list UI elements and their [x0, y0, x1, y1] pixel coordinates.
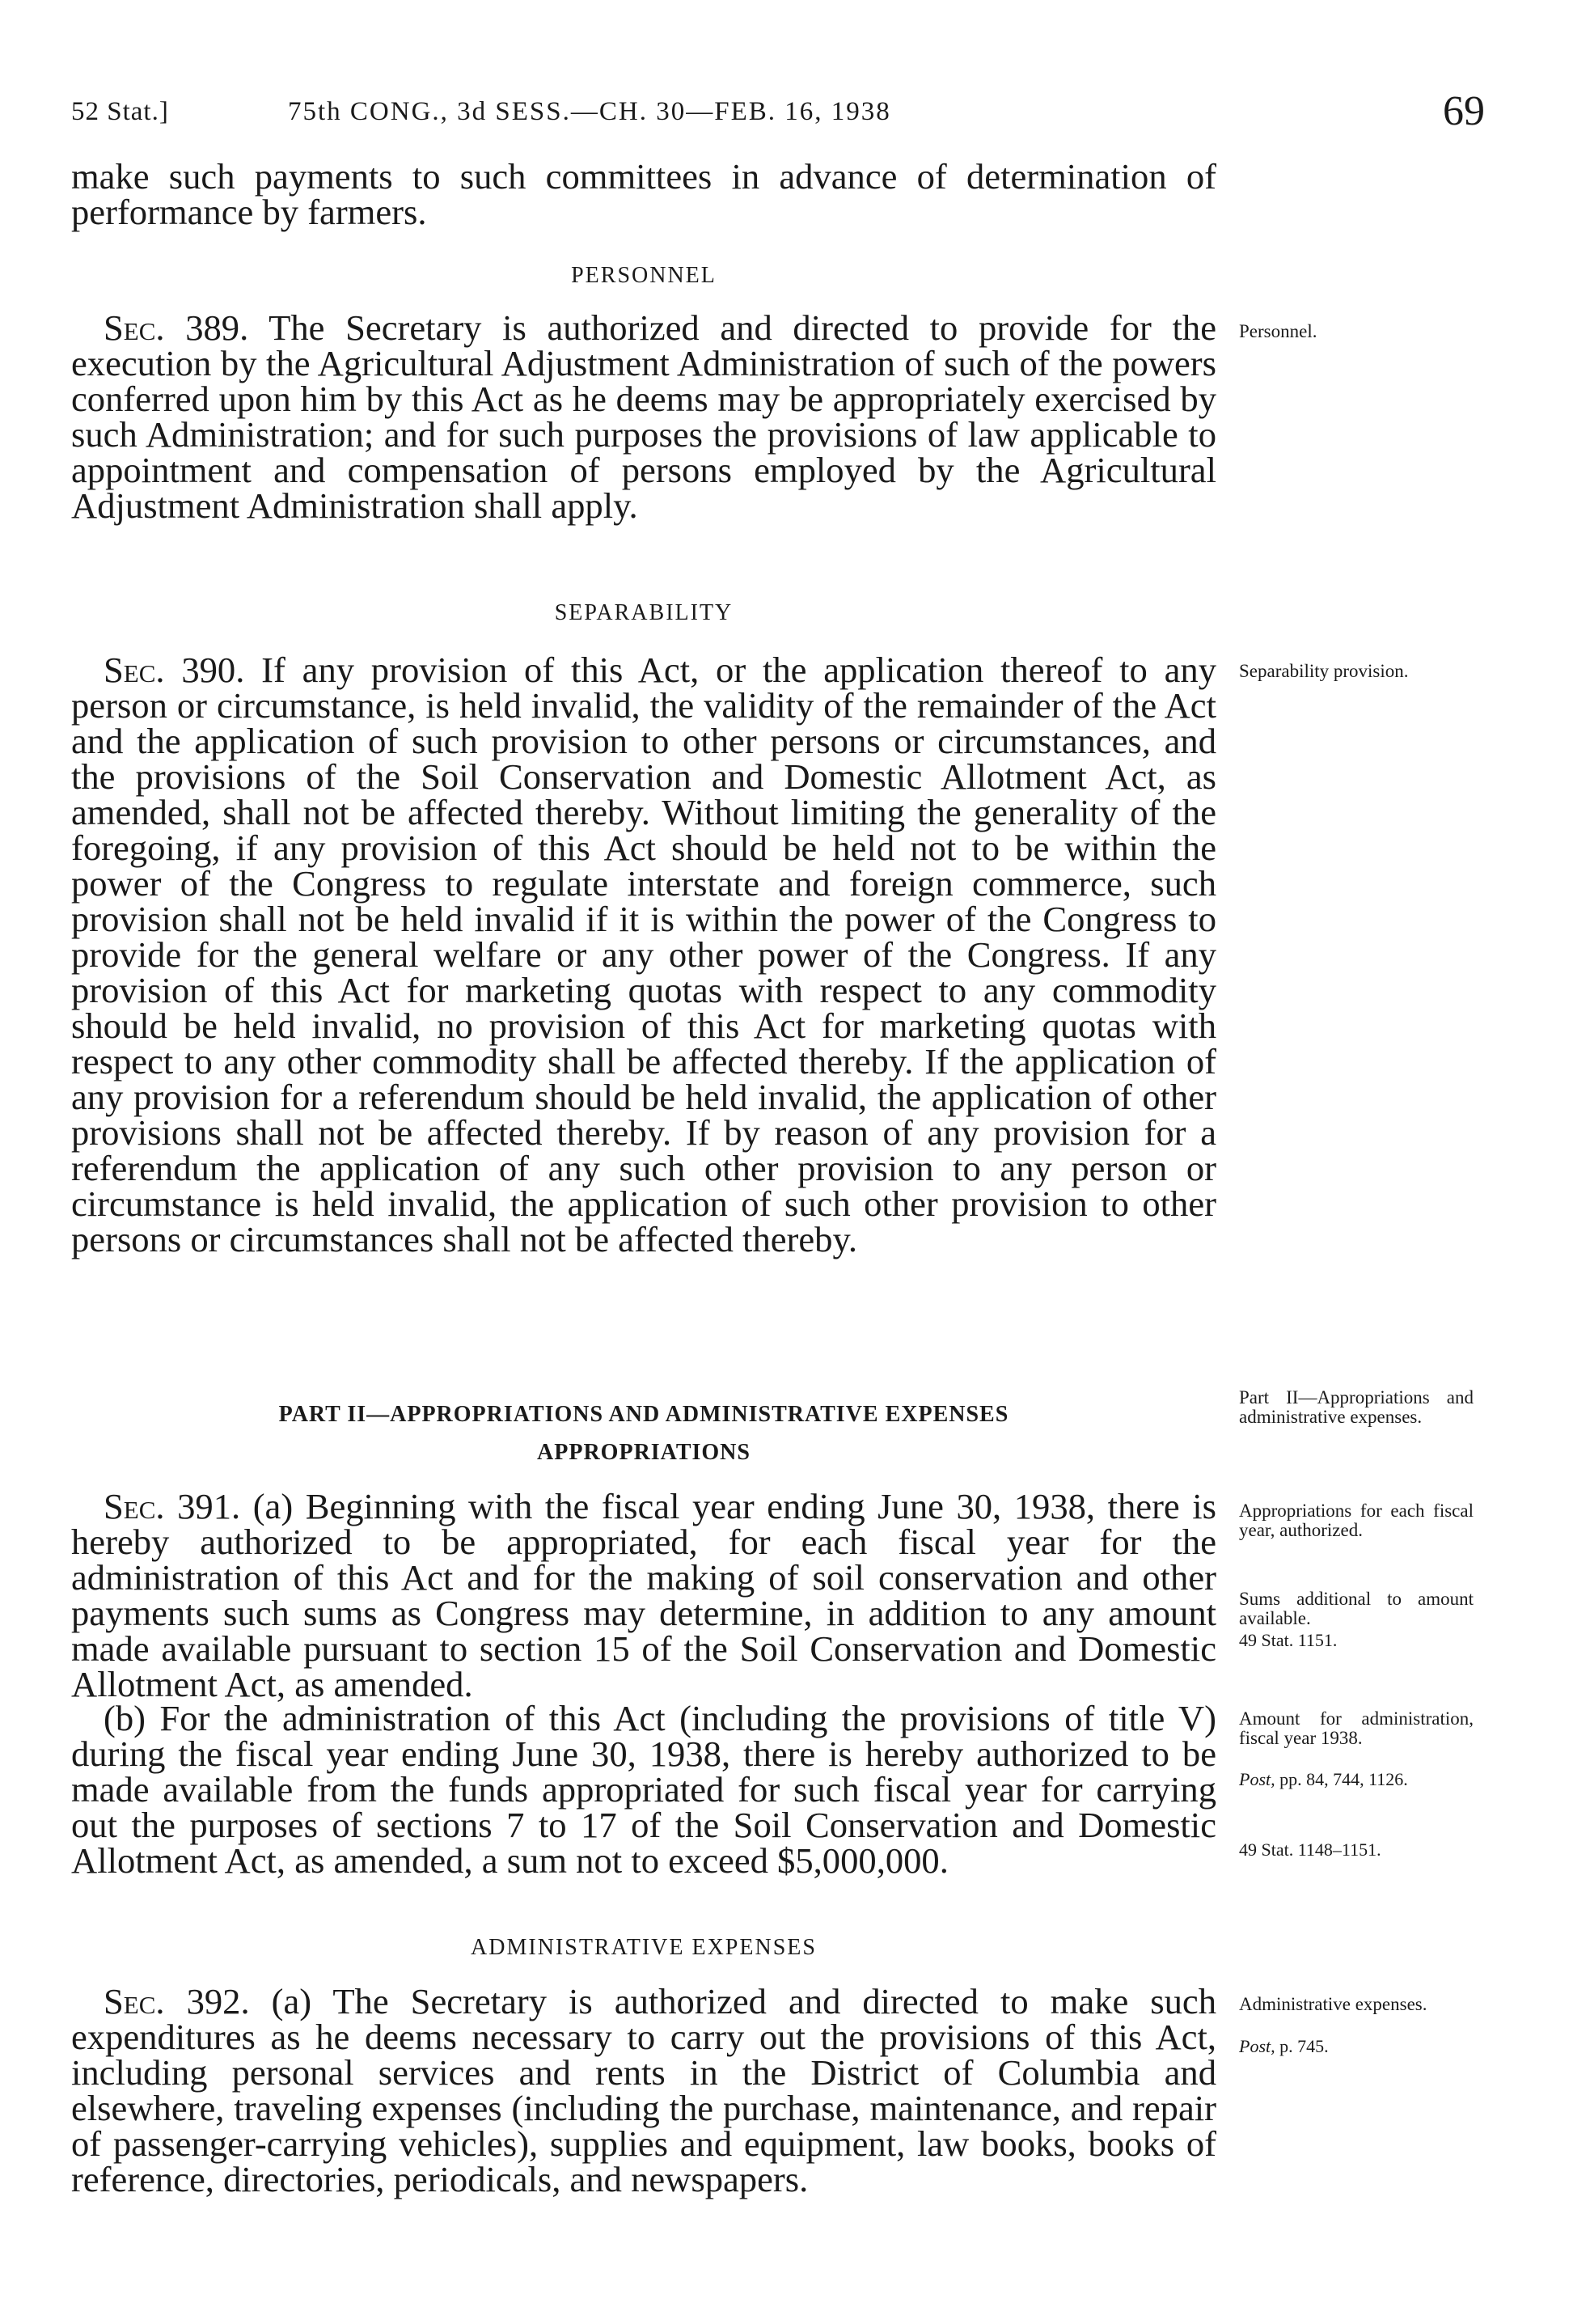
page-number: 69 — [1443, 88, 1485, 134]
admin-expenses-heading: ADMINISTRATIVE EXPENSES — [471, 1935, 817, 1960]
sec-391-a-paragraph — [71, 1488, 1216, 1702]
sec-391-b-paragraph: (b) For the administration of this Act (including the provisions of title V) during the fiscal year ending June 30, 1938, there is hereby authorized to be made available from the funds appropriated for such fiscal year for carrying out the purposes of sections 7 to 17 of the Soil Conservation and Domestic Allotment Act, as amended, a sum not to exceed $5,000,000. — [71, 1698, 1216, 1881]
citation-49-stat-1148-1151: 49 Stat. 1148–1151. — [1239, 1839, 1381, 1860]
margin-note-personnel: Personnel. — [1239, 321, 1317, 341]
statute-volume: 52 Stat.] — [71, 97, 169, 126]
sec-389-text: The Secretary is authorized and directed to provide for the execution by the Agricultural Adjustment Administration of such of the powers conferred upon him by this Act as he deems may be appropriately exercised by such Administration; and for such purposes the provisions of law applicable to appointment and compensation of persons employed by the Agricultural Adjustment Administration shall apply. — [71, 307, 1217, 526]
intro-paragraph: make such payments to such committees in advance of determination of performance by farmers. — [71, 156, 1216, 232]
sec-390-label: Sec. 390. — [104, 650, 245, 690]
citation-post-label: Post, — [1239, 1769, 1275, 1789]
margin-note-amount-administration: Amount for administration, fiscal year 1938. — [1239, 1708, 1474, 1748]
citation-post-pages-text: pp. 84, 744, 1126. — [1279, 1769, 1408, 1789]
margin-note-separability: Separability provision. — [1239, 661, 1409, 681]
citation-49-stat-1151: 49 Stat. 1151. — [1239, 1630, 1338, 1650]
separability-heading: SEPARABILITY — [554, 600, 734, 625]
sec-390-text: If any provision of this Act, or the application thereof to any person or circumstance, is held invalid, the validity of the remainder of the Act and the application of such provision to other persons or circumstances, and the provisions of the Soil Conservation and Domestic Allotment Act, as amended, shall not be affected thereby. Without limiting the generality of the foregoing, if any provision of this Act should be held not to be within the power of the Congress to regulate interstate and foreign commerce, such provision shall not be held invalid if it is within the power of the Congress to provide for the general welfare or any other power of the Congress. If any provision of this Act for marketing quotas with respect to any commodity should be held invalid, no provision of this Act for marketing quotas with respect to any other commodity shall be affected thereby. If the application of any provision for a referendum should be held invalid, the application of other provisions shall not be affected thereby. If by reason of any provision for a referendum the application of any such other provision to any person or circumstance is held invalid, the application of such other provision to other persons or circumstances shall not be affected thereby. — [71, 650, 1217, 1259]
margin-note-part-two: Part II—Appropriations and administrative expenses. — [1239, 1387, 1474, 1427]
part-two-heading: PART II—APPROPRIATIONS AND ADMINISTRATIVE EXPENSES — [278, 1402, 1009, 1427]
citation-post-745-text: p. 745. — [1279, 2036, 1329, 2056]
sec-392-text: (a) The Secretary is authorized and directed to make such expenditures as he deems necessary to carry out the provisions of this Act, including personal services and rents in the District of Columbia and elsewhere, traveling expenses (including the purchase, maintenance, and repair of passenger-carrying vehicles), supplies and equipment, law books, books of reference, directories, periodicals, and newspapers. — [71, 1981, 1216, 2199]
sec-389-label: Sec. 389. — [104, 307, 249, 348]
sec-389-paragraph — [71, 307, 1217, 526]
sec-392-paragraph — [71, 1983, 1216, 2197]
appropriations-heading: APPROPRIATIONS — [537, 1440, 751, 1465]
personnel-heading: PERSONNEL — [571, 263, 717, 288]
sec-391-label: Sec. 391. — [104, 1486, 241, 1526]
sec-390-paragraph — [71, 652, 1216, 1257]
running-header — [71, 87, 1485, 144]
margin-note-sums-additional: Sums additional to amount available. — [1239, 1589, 1474, 1628]
margin-note-admin-expenses: Administrative expenses. — [1239, 1994, 1427, 2014]
session-line: 75th CONG., 3d SESS.—CH. 30—FEB. 16, 1938 — [288, 97, 891, 126]
sec-392-label: Sec. 392. — [104, 1981, 250, 2021]
sec-391-a-text: (a) Beginning with the fiscal year ending June 30, 1938, there is hereby authorized to be appropriated, for each fiscal year for the administration of this Act and for the making of soil conservation and other payments such sums as Congress may determine, in addition to any amount made available pursuant to section 15 of the Soil Conservation and Domestic Allotment Act, as amended. — [71, 1486, 1216, 1704]
citation-post-745-label: Post, — [1239, 2036, 1275, 2056]
citation-post-pages — [1239, 1770, 1474, 1789]
citation-post-p-745 — [1239, 2037, 1474, 2056]
margin-note-appropriations: Appropriations for each fiscal year, authorized. — [1239, 1501, 1474, 1540]
